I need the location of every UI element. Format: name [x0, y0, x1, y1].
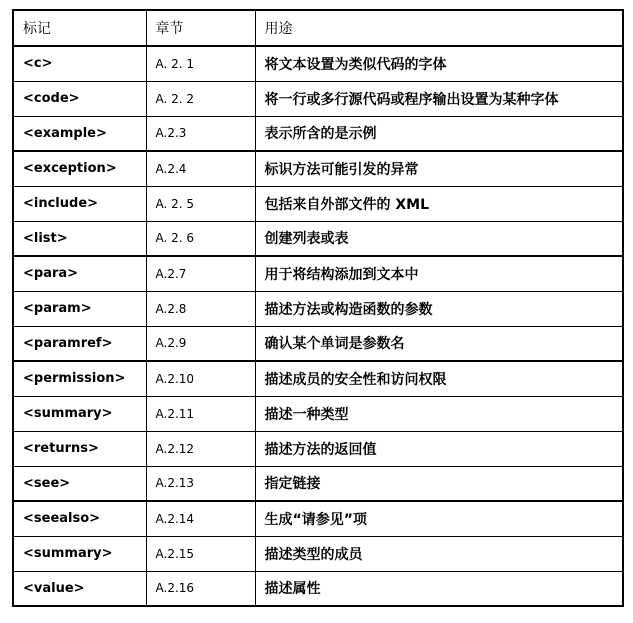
cell-tag: <exception> [13, 151, 146, 186]
table-row [13, 466, 623, 501]
table-row [13, 291, 623, 326]
table-row [13, 46, 623, 81]
table-row [13, 186, 623, 221]
table-row [13, 221, 623, 256]
header-cell-section: 章节 [146, 10, 255, 46]
cell-tag: <example> [13, 116, 146, 151]
cell-purpose: 将一行或多行源代码或程序输出设置为某种字体 [255, 81, 623, 116]
cell-purpose: 标识方法可能引发的异常 [255, 151, 623, 186]
cell-purpose: 描述方法的返回值 [255, 431, 623, 466]
cell-purpose: 确认某个单词是参数名 [255, 326, 623, 361]
cell-tag: <paramref> [13, 326, 146, 361]
table-row [13, 256, 623, 291]
table-row [13, 571, 623, 606]
table-row [13, 151, 623, 186]
cell-tag: <see> [13, 466, 146, 501]
cell-section: A.2.9 [146, 326, 255, 361]
table-row [13, 361, 623, 396]
cell-purpose: 表示所含的是示例 [255, 116, 623, 151]
cell-purpose: 描述成员的安全性和访问权限 [255, 361, 623, 396]
cell-purpose: 创建列表或表 [255, 221, 623, 256]
cell-section: A. 2. 5 [146, 186, 255, 221]
cell-section: A. 2. 2 [146, 81, 255, 116]
cell-purpose: 将文本设置为类似代码的字体 [255, 46, 623, 81]
cell-purpose: 描述类型的成员 [255, 536, 623, 571]
cell-purpose: 描述属性 [255, 571, 623, 606]
cell-section: A.2.8 [146, 291, 255, 326]
cell-purpose: 包括来自外部文件的 XML [255, 186, 623, 221]
table-row [13, 116, 623, 151]
cell-tag: <code> [13, 81, 146, 116]
table-row [13, 431, 623, 466]
cell-section: A.2.4 [146, 151, 255, 186]
cell-purpose: 生成“请参见”项 [255, 501, 623, 536]
cell-purpose: 用于将结构添加到文本中 [255, 256, 623, 291]
cell-section: A.2.3 [146, 116, 255, 151]
cell-tag: <summary> [13, 536, 146, 571]
table-row [13, 326, 623, 361]
cell-tag: <value> [13, 571, 146, 606]
cell-tag: <returns> [13, 431, 146, 466]
cell-section: A.2.13 [146, 466, 255, 501]
header-cell-tag: 标记 [13, 10, 146, 46]
cell-tag: <param> [13, 291, 146, 326]
cell-section: A.2.10 [146, 361, 255, 396]
table-row [13, 81, 623, 116]
cell-tag: <include> [13, 186, 146, 221]
cell-section: A.2.16 [146, 571, 255, 606]
cell-section: A.2.7 [146, 256, 255, 291]
cell-section: A. 2. 1 [146, 46, 255, 81]
table-row [13, 396, 623, 431]
cell-tag: <list> [13, 221, 146, 256]
cell-tag: <permission> [13, 361, 146, 396]
table-header [13, 10, 623, 46]
cell-section: A.2.14 [146, 501, 255, 536]
table-body [13, 46, 623, 606]
cell-section: A.2.12 [146, 431, 255, 466]
table-row [13, 501, 623, 536]
cell-tag: <c> [13, 46, 146, 81]
cell-section: A.2.11 [146, 396, 255, 431]
cell-purpose: 指定链接 [255, 466, 623, 501]
cell-tag: <seealso> [13, 501, 146, 536]
cell-section: A. 2. 6 [146, 221, 255, 256]
header-cell-purpose: 用途 [255, 10, 623, 46]
table-row [13, 536, 623, 571]
cell-purpose: 描述一种类型 [255, 396, 623, 431]
cell-tag: <para> [13, 256, 146, 291]
cell-tag: <summary> [13, 396, 146, 431]
cell-purpose: 描述方法或构造函数的参数 [255, 291, 623, 326]
xml-doc-tags-table [12, 9, 624, 607]
cell-section: A.2.15 [146, 536, 255, 571]
header-row [13, 10, 623, 46]
